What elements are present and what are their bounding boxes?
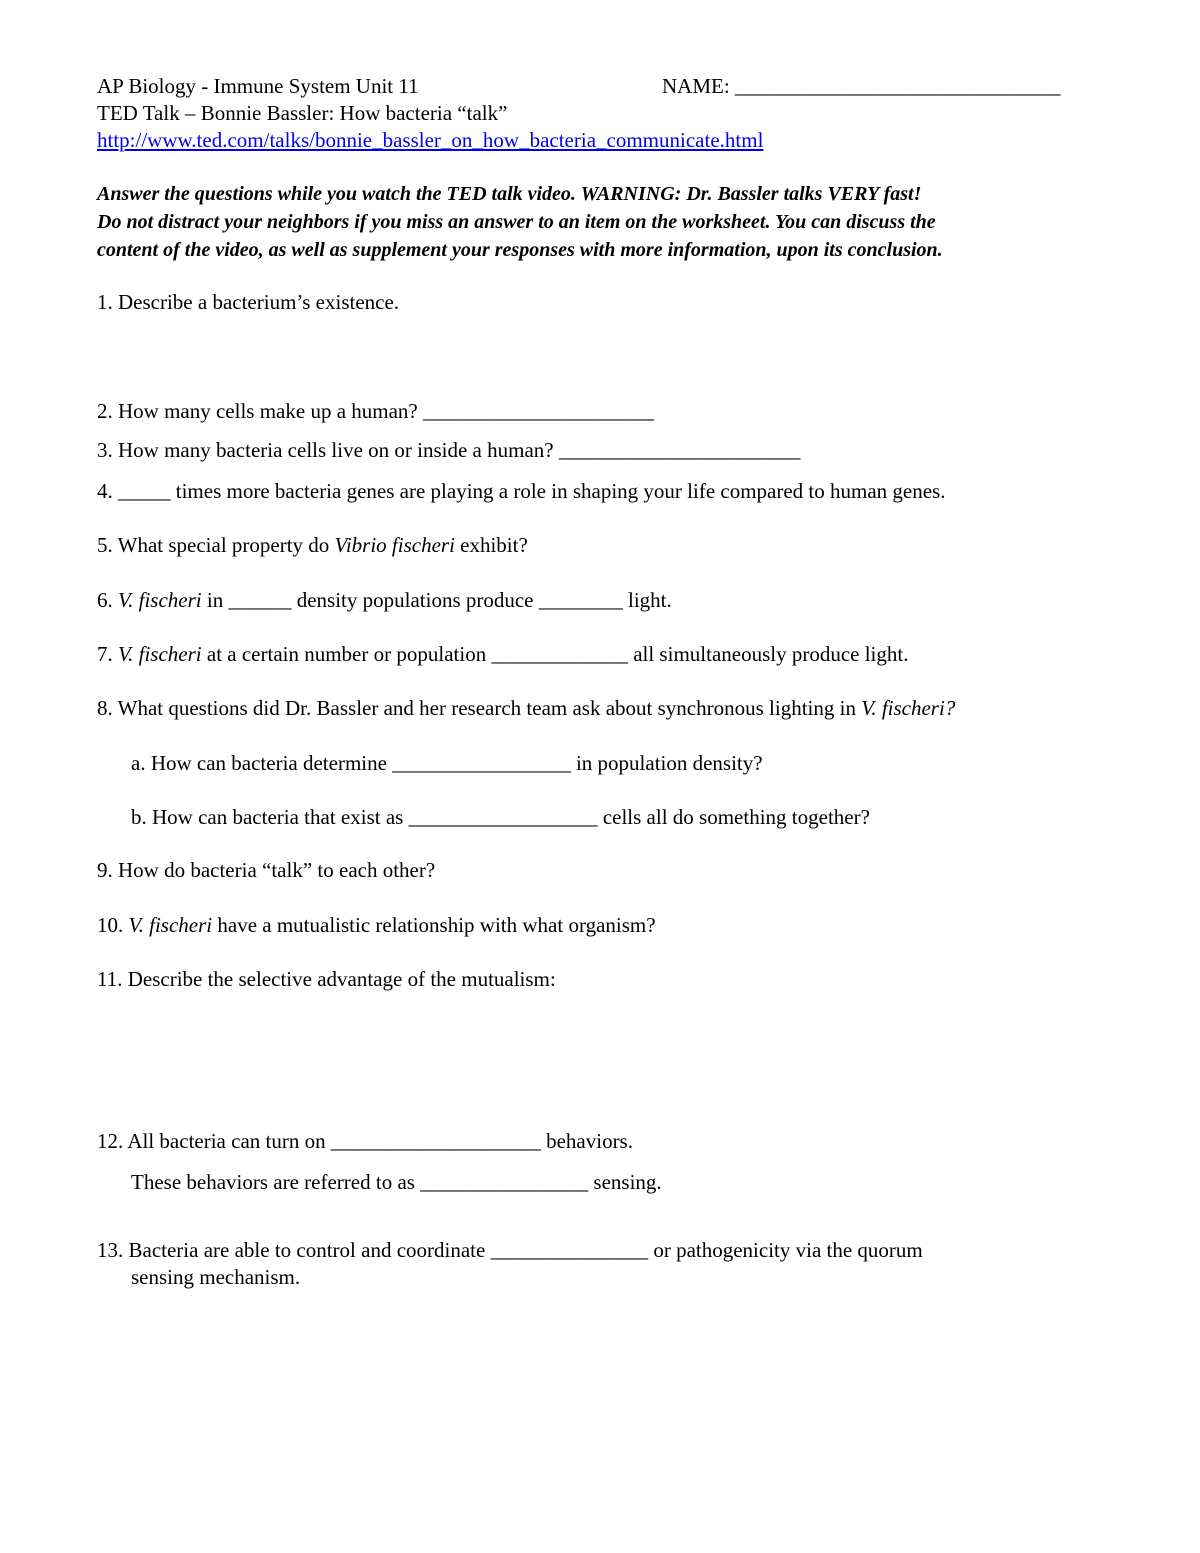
question-1: 1. Describe a bacterium’s existence.	[97, 290, 400, 314]
instructions	[97, 180, 1107, 264]
question-10: 10. V. fischeri have a mutualistic relationship with what organism?	[97, 913, 656, 937]
question-12-continued: These behaviors are referred to as ________________ sensing.	[131, 1170, 662, 1194]
question-2: 2. How many cells make up a human? ______________________	[97, 399, 654, 423]
question-8b: b. How can bacteria that exist as __________________ cells all do something together?	[131, 805, 870, 829]
question-8: 8. What questions did Dr. Bassler and her research team ask about synchronous lighting in V. fischeri?	[97, 696, 956, 720]
question-12: 12. All bacteria can turn on ____________________ behaviors.	[97, 1129, 633, 1153]
ted-talk-link[interactable]: http://www.ted.com/talks/bonnie_bassler_on_how_bacteria_communicate.html	[97, 128, 764, 152]
course-title: AP Biology - Immune System Unit 11	[97, 74, 419, 98]
question-11: 11. Describe the selective advantage of the mutualism:	[97, 967, 556, 991]
question-13: 13. Bacteria are able to control and coordinate _______________ or pathogenicity via the quorum	[97, 1238, 923, 1262]
name-field[interactable]: NAME: _______________________________	[662, 74, 1061, 98]
question-8a: a. How can bacteria determine _________________ in population density?	[131, 751, 763, 775]
instructions-line-3: content of the video, as well as supplement your responses with more information, upon its conclusion.	[97, 239, 943, 261]
question-7: 7. V. fischeri at a certain number or population _____________ all simultaneously produce light.	[97, 642, 909, 666]
question-3: 3. How many bacteria cells live on or inside a human? _______________________	[97, 438, 801, 462]
question-13-continued: sensing mechanism.	[131, 1265, 301, 1289]
question-5: 5. What special property do Vibrio fischeri exhibit?	[97, 533, 528, 557]
question-9: 9. How do bacteria “talk” to each other?	[97, 858, 436, 882]
instructions-line-1: Answer the questions while you watch the TED talk video. WARNING: Dr. Bassler talks VERY fast!	[97, 183, 922, 205]
talk-title: TED Talk – Bonnie Bassler: How bacteria “talk”	[97, 101, 508, 125]
question-4: 4. _____ times more bacteria genes are playing a role in shaping your life compared to human genes.	[97, 479, 946, 503]
instructions-line-2: Do not distract your neighbors if you miss an answer to an item on the worksheet. You can discuss the	[97, 211, 936, 233]
question-6: 6. V. fischeri in ______ density populations produce ________ light.	[97, 588, 672, 612]
